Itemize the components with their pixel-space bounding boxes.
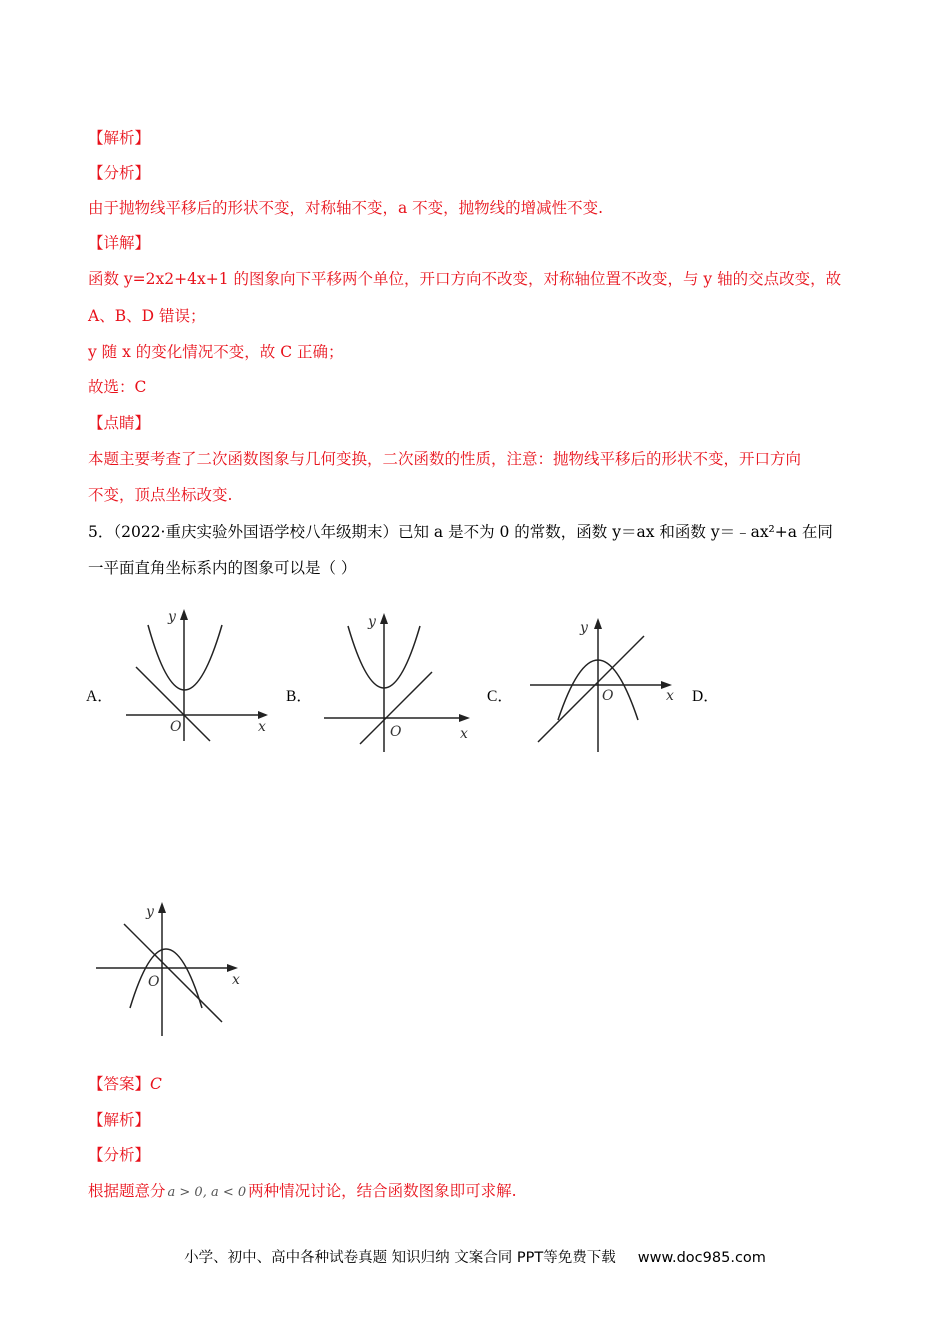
option-d-graph xyxy=(94,896,254,1041)
parabola xyxy=(148,625,222,690)
x-label: x xyxy=(460,726,468,742)
x-label: x xyxy=(232,972,240,988)
option-d-label: D． xyxy=(692,688,719,705)
x-axis-arrow-icon xyxy=(258,711,268,719)
answer-fenxi-heading: 【分析】 xyxy=(88,1146,151,1164)
xiangjie-line-4: 故选：C xyxy=(88,378,147,396)
y-axis-arrow-icon xyxy=(180,609,188,620)
fenxi-math-condition: a > 0, a < 0 xyxy=(167,1185,247,1200)
option-c-label: C． xyxy=(487,688,513,705)
xiangjie-heading: 【详解】 xyxy=(88,234,151,252)
option-b-graph xyxy=(318,610,478,755)
origin-label: O xyxy=(390,724,402,740)
footer-site-link[interactable]: www.doc985.com xyxy=(637,1250,766,1266)
dianjing-line-1: 本题主要考查了二次函数图象与几何变换，二次函数的性质，注意：抛物线平移后的形状不变，开口方向 xyxy=(88,450,802,468)
daan-heading: 【答案】 xyxy=(88,1075,151,1093)
option-a-label: A． xyxy=(86,688,113,705)
xiangjie-line-3: y 随 x 的变化情况不变，故 C 正确； xyxy=(88,343,344,361)
answer-value: C xyxy=(150,1075,162,1093)
xiangjie-line-2: A、B、D 错误； xyxy=(88,307,206,325)
fenxi-text-post: 两种情况讨论，结合函数图象即可求解. xyxy=(248,1182,517,1200)
x-axis-arrow-icon xyxy=(459,714,470,722)
jiexi-heading: 【解析】 xyxy=(88,129,151,147)
x-label: x xyxy=(258,719,266,735)
option-b-label: B． xyxy=(286,688,312,705)
y-axis-arrow-icon xyxy=(158,902,166,913)
fenxi-text-pre: 根据题意分 xyxy=(88,1182,166,1200)
page-footer xyxy=(0,1246,950,1267)
y-label: y xyxy=(168,609,176,625)
fenxi-heading: 【分析】 xyxy=(88,164,151,182)
dianjing-line-2: 不变，顶点坐标改变. xyxy=(88,486,233,504)
origin-label: O xyxy=(148,974,160,990)
x-axis-arrow-icon xyxy=(227,964,238,972)
option-c-graph xyxy=(528,612,688,757)
fenxi-text: 由于抛物线平移后的形状不变，对称轴不变，a 不变，抛物线的增减性不变. xyxy=(88,199,604,217)
answer-line xyxy=(88,1074,162,1094)
y-label: y xyxy=(368,614,376,630)
answer-fenxi-text xyxy=(88,1181,517,1203)
y-label: y xyxy=(580,620,588,636)
footer-text: 小学、初中、高中各种试卷真题 知识归纳 文案合同 PPT等免费下载 xyxy=(184,1250,616,1266)
y-axis-arrow-icon xyxy=(594,618,602,629)
xiangjie-line-1: 函数 y=2x2+4x+1 的图象向下平移两个单位，开口方向不改变，对称轴位置不改变，与 y 轴的交点改变，故 xyxy=(88,270,842,288)
dianjing-heading: 【点睛】 xyxy=(88,414,151,432)
origin-label: O xyxy=(602,688,614,704)
question-5-line-2: 一平面直角坐标系内的图象可以是（ ） xyxy=(88,559,357,577)
option-a-graph xyxy=(118,605,278,745)
question-5-line-1: 5．（2022·重庆实验外国语学校八年级期末）已知 a 是不为 0 的常数，函数 y＝ax 和函数 y＝﹣ax²+a 在同 xyxy=(88,523,833,541)
answer-jiexi-heading: 【解析】 xyxy=(88,1111,151,1129)
origin-label: O xyxy=(170,719,182,735)
y-axis-arrow-icon xyxy=(380,613,388,624)
x-label: x xyxy=(666,688,674,704)
y-label: y xyxy=(146,904,154,920)
